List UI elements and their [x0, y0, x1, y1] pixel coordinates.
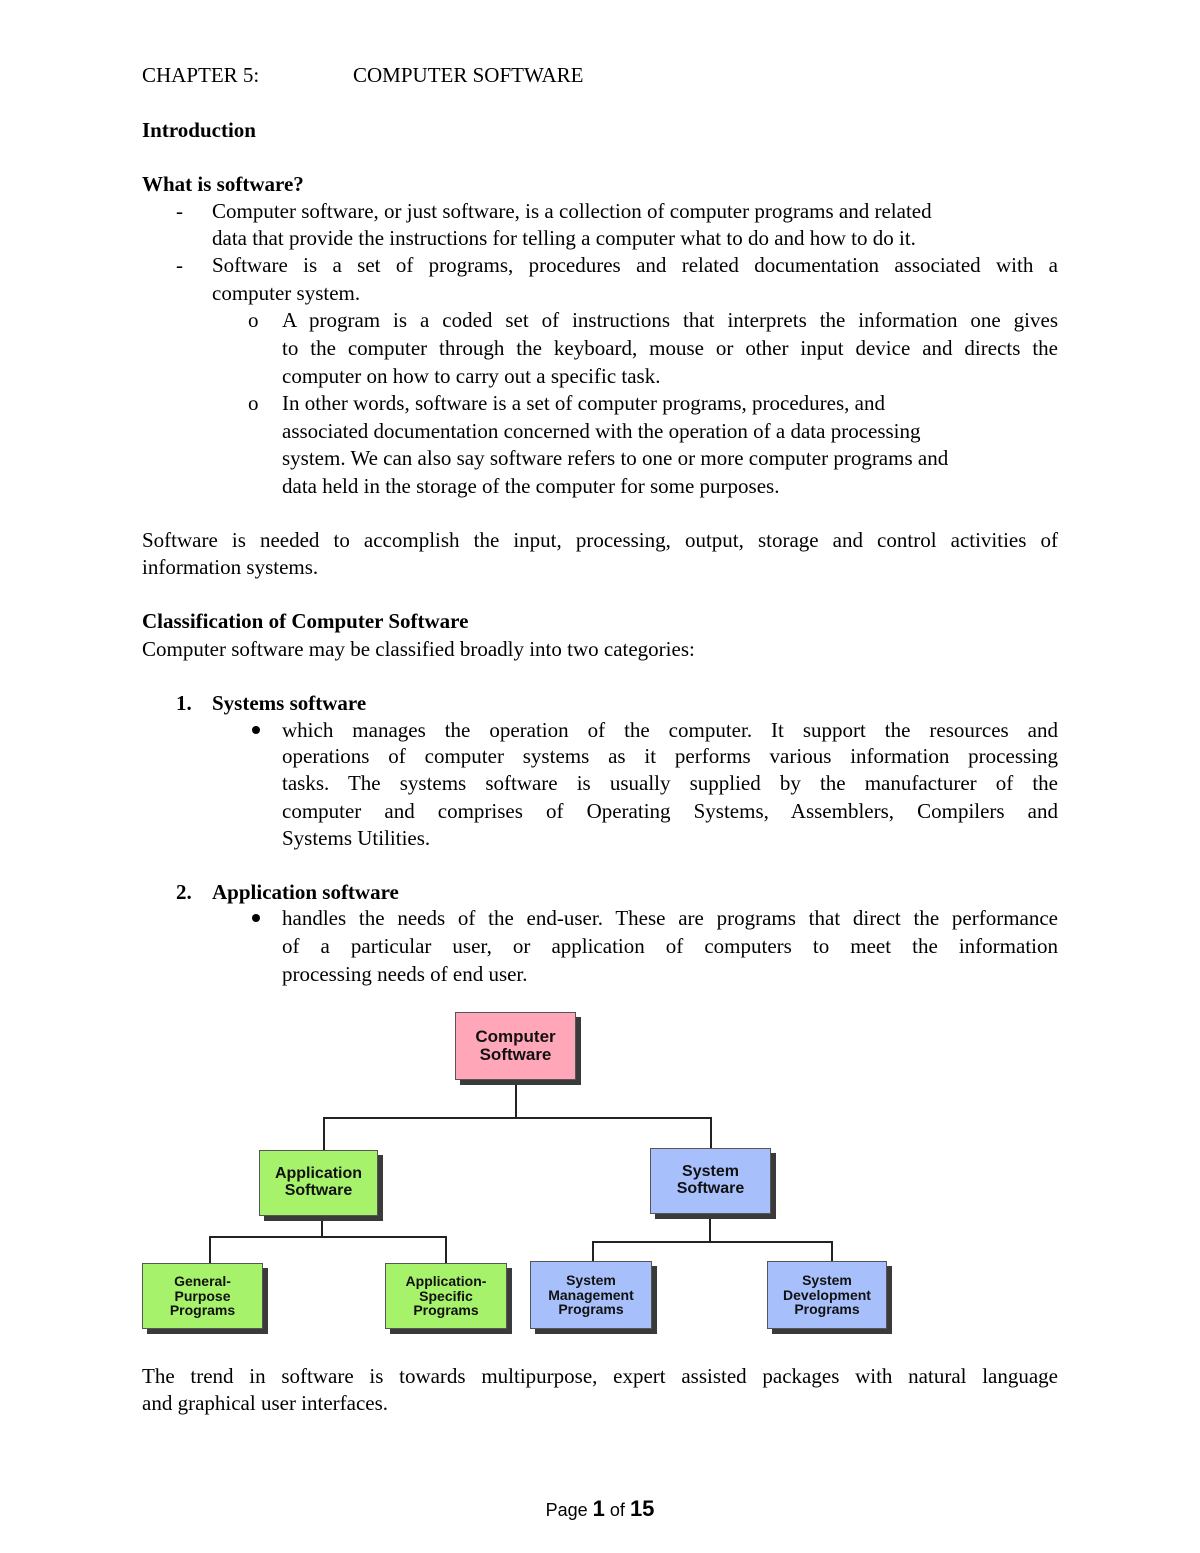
box-label: Computer: [475, 1027, 556, 1047]
category-1-line-2: operations of computer systems as it performs various information processing: [282, 744, 1058, 768]
box-label: Purpose: [174, 1287, 231, 1304]
category-2-line-2: of a particular user, or application of computers to meet the information: [282, 934, 1058, 958]
o-marker: o: [248, 308, 259, 332]
box-label: Application-: [405, 1272, 487, 1289]
box-label: System: [566, 1271, 616, 1288]
connector-line: [323, 1117, 712, 1119]
box-label: Management: [548, 1286, 634, 1303]
connector-line: [321, 1218, 323, 1237]
category-2-title: Application software: [212, 880, 399, 904]
system-software-box: [650, 1148, 771, 1214]
box-label: Programs: [169, 1302, 236, 1319]
classification-intro: Computer software may be classified broadly into two categories:: [142, 637, 695, 661]
what-heading: What is software?: [142, 172, 304, 196]
connector-line: [592, 1241, 594, 1262]
system-development-programs-box: [767, 1261, 887, 1329]
general-purpose-programs-box: [142, 1263, 263, 1329]
bullet-1-line-1: Computer software, or just software, is a collection of computer programs and related: [212, 199, 932, 223]
bullet-dot-icon: [252, 914, 260, 922]
category-2-line-1: handles the needs of the end-user. These are programs that direct the performance: [282, 906, 1058, 930]
bullet-2-line-1: Software is a set of programs, procedures and related documentation associated with a: [212, 253, 1058, 277]
box-label: System: [802, 1271, 852, 1288]
box-label: Application: [274, 1165, 363, 1183]
computer-software-box: [455, 1012, 576, 1080]
intro-heading: Introduction: [142, 118, 256, 142]
bullet-2-line-2: computer system.: [212, 281, 361, 305]
footer-of-word: of: [609, 1500, 625, 1520]
bullet-dot-icon: [252, 726, 260, 734]
category-1-line-1: which manages the operation of the computer. It support the resources and: [282, 718, 1058, 742]
connector-line: [209, 1236, 211, 1264]
sub-bullet-1-line-3: computer on how to carry out a specific task.: [282, 364, 661, 388]
dash-marker: -: [176, 199, 183, 223]
category-1-title: Systems software: [212, 691, 367, 715]
sub-bullet-2-line-2: associated documentation concerned with the operation of a data processing: [282, 419, 921, 443]
bullet-1-line-2: data that provide the instructions for telling a computer what to do and how to do it.: [212, 226, 916, 250]
needed-para-line-2: information systems.: [142, 555, 319, 579]
chapter-label: CHAPTER 5:: [142, 63, 260, 87]
sub-bullet-1-line-2: to the computer through the keyboard, mouse or other input device and directs the: [282, 336, 1058, 360]
classification-heading: Classification of Computer Software: [142, 609, 469, 633]
box-label: Software: [284, 1182, 353, 1199]
connector-line: [710, 1117, 712, 1148]
footer-page-word: Page: [545, 1500, 588, 1520]
chapter-title: COMPUTER SOFTWARE: [353, 63, 584, 87]
application-specific-programs-box: [385, 1263, 507, 1329]
category-1-line-5: Systems Utilities.: [282, 826, 431, 850]
application-software-box: [259, 1150, 378, 1216]
trend-para-line-2: and graphical user interfaces.: [142, 1391, 389, 1415]
connector-line: [709, 1216, 711, 1242]
o-marker: o: [248, 391, 259, 415]
sub-bullet-1-line-1: A program is a coded set of instructions that interprets the information one gives: [282, 308, 1058, 332]
box-label: System: [682, 1163, 739, 1181]
box-label: Programs: [558, 1301, 624, 1318]
category-2-line-3: processing needs of end user.: [282, 962, 528, 986]
sub-bullet-2-line-1: In other words, software is a set of computer programs, procedures, and: [282, 391, 885, 415]
page-footer: [0, 1496, 1200, 1522]
system-management-programs-box: [530, 1261, 652, 1329]
category-2-number: 2.: [176, 880, 192, 904]
box-label: Specific: [419, 1287, 473, 1304]
category-1-line-4: computer and comprises of Operating Systems, Assemblers, Compilers and: [282, 799, 1058, 823]
box-label: General-: [174, 1272, 231, 1289]
connector-line: [592, 1241, 833, 1243]
connector-line: [831, 1241, 833, 1262]
footer-page-number: 1: [592, 1496, 605, 1521]
connector-line: [515, 1083, 517, 1118]
box-label: Programs: [794, 1301, 860, 1318]
box-label: Development: [783, 1286, 871, 1303]
box-label: Software: [676, 1180, 745, 1197]
category-1-number: 1.: [176, 691, 192, 715]
connector-line: [209, 1236, 447, 1238]
category-1-line-3: tasks. The systems software is usually supplied by the manufacturer of the: [282, 771, 1058, 795]
sub-bullet-2-line-4: data held in the storage of the computer for some purposes.: [282, 474, 780, 498]
connector-line: [445, 1236, 447, 1264]
box-label: Software: [479, 1045, 552, 1064]
box-label: Programs: [413, 1302, 479, 1319]
needed-para-line-1: Software is needed to accomplish the input, processing, output, storage and control activities of: [142, 528, 1058, 552]
connector-line: [323, 1117, 325, 1150]
footer-page-total: 15: [629, 1496, 655, 1521]
sub-bullet-2-line-3: system. We can also say software refers to one or more computer programs and: [282, 446, 949, 470]
dash-marker: -: [176, 253, 183, 277]
trend-para-line-1: The trend in software is towards multipurpose, expert assisted packages with natural language: [142, 1364, 1058, 1388]
